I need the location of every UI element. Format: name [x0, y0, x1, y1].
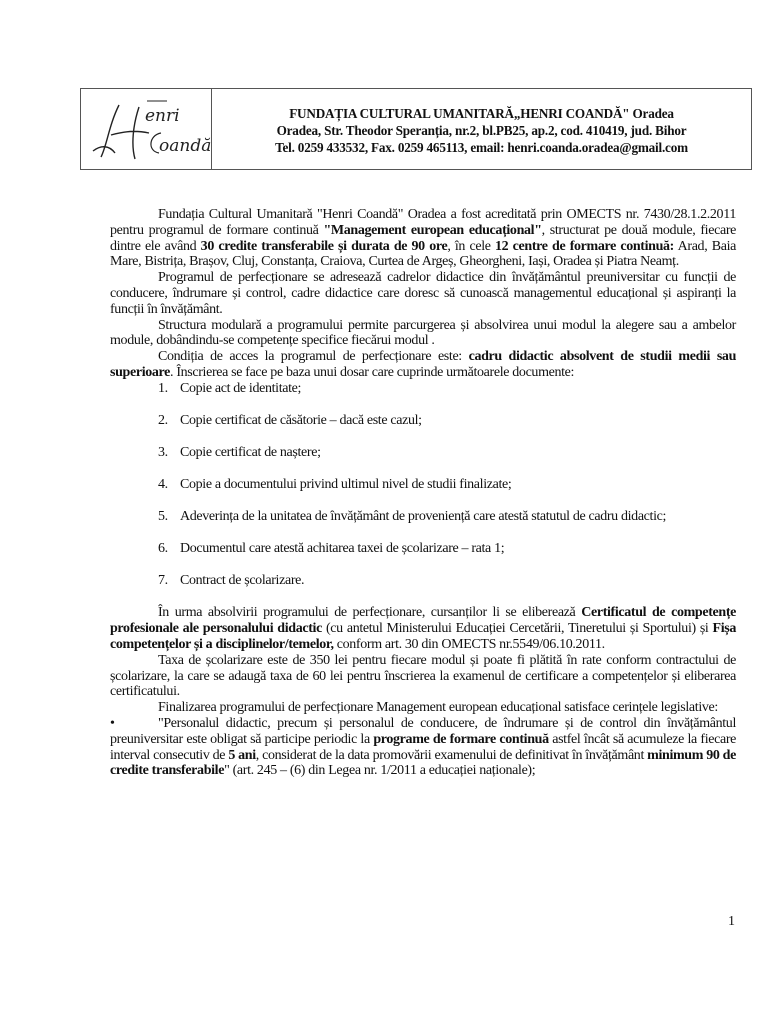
text: , considerat de la data promovării examenului de definitivat în învățământ: [255, 747, 648, 763]
text: . Înscrierea se face pe baza unui dosar care cuprinde următoarele documente:: [170, 364, 575, 380]
list-item: [158, 381, 736, 397]
item-number: 3.: [158, 444, 168, 460]
text: Fundația Cultural Umanitară "Henri Coandă" Oradea a fost acreditată prin OMECTS nr. 7430/28.1.2.2011 pentru programul de formare continuă: [110, 207, 736, 238]
text: Condiția de acces la programul de perfecționare este:: [158, 349, 469, 365]
svg-text:oandă: oandă: [159, 136, 212, 156]
item-text: Documentul care atestă achitarea taxei de școlarizare – rata 1;: [180, 541, 505, 557]
paragraph-certificate: [110, 605, 736, 652]
text: Arad, Baia Mare, Bistrița, Brașov, Cluj, Constanța, Craiova, Curtea de Argeș, Gheorgheni, Iași, Oradea și Piatra Neamț.: [110, 238, 736, 270]
paragraph-fee: Taxa de școlarizare este de 350 lei pentru fiecare modul și poate fi plătită în rate conform contractului de școlarizare, la care se adaugă taxa de 60 lei pentru înscrierea la examenul de certificare a competențelor și eliberarea certificatului.: [110, 652, 736, 700]
program-name: "Management european educațional": [323, 222, 542, 238]
item-number: 6.: [158, 541, 168, 557]
item-text: Contract de școlarizare.: [180, 573, 305, 589]
item-text: Copie act de identitate;: [180, 380, 302, 396]
centers: 12 centre de formare continuă:: [494, 238, 674, 254]
paragraph-structure: Structura modulară a programului permite parcurgerea și absolvirea unui modul la alegere sau a ambelor module, dobândindu-se competențe specifice fiecărui modul .: [110, 317, 736, 349]
paragraph-audience: Programul de perfecționare se adresează cadrelor didactice din învățământul preuniversitar cu funcții de conducere, îndrumare și control, cadre didactice care doresc să cunoască managementul educațional și aspiranți la funcții în învățământ.: [110, 270, 736, 317]
item-number: 1.: [158, 380, 168, 396]
foundation-name: FUNDAȚIA CULTURAL UMANITARĂ„HENRI COANDĂ" Oradea: [289, 106, 674, 121]
text: astfel încât să acumuleze la fiecare interval consecutiv de: [110, 731, 737, 763]
item-number: 7.: [158, 573, 168, 589]
henri-coanda-logo: [81, 89, 212, 169]
text: În urma absolvirii programului de perfecționare, cursanților li se eliberează: [158, 605, 582, 621]
text: minimum 90 de credite transferabile: [110, 747, 736, 779]
access-condition: cadru didactic absolvent de studii medii sau superioare: [110, 349, 736, 380]
list-item: [158, 413, 736, 429]
item-text: Adeverința de la unitatea de învățământ de proveniență care atestă statutul de cadru didactic;: [180, 509, 667, 525]
foundation-address: Oradea, Str. Theodor Speranția, nr.2, bl.PB25, ap.2, cod. 410419, jud. Bihor: [276, 123, 687, 138]
document-body: [110, 207, 736, 779]
svg-text:enri: enri: [145, 106, 180, 126]
list-item: [158, 509, 736, 525]
text: "Personalul didactic, precum și personalul de conducere, de îndrumare și de control din învățământul preuniversitar este obligat să participe periodic la: [110, 716, 736, 747]
paragraph-legislation: Finalizarea programului de perfecționare Management european educațional satisface cerințele legislative:: [158, 700, 718, 716]
item-text: Copie a documentului privind ultimul nivel de studii finalizate;: [180, 477, 512, 493]
text: , structurat pe două module, fiecare dintre ele având: [110, 222, 736, 254]
bullet-icon: •: [110, 716, 115, 731]
text: conform art. 30 din OMECTS nr.5549/06.10.2011.: [333, 637, 605, 653]
item-number: 4.: [158, 477, 168, 493]
text: " (art. 245 – (6) din Legea nr. 1/2011 a educației naționale);: [224, 763, 536, 779]
bullet-quote: [110, 716, 736, 779]
list-item: [158, 573, 736, 589]
paragraph-accreditation: [110, 207, 736, 270]
foundation-contact: Tel. 0259 433532, Fax. 0259 465113, email: henri.coanda.oradea@gmail.com: [275, 140, 688, 155]
documents-list: [110, 381, 736, 589]
competence-sheet: Fișa competențelor și a disciplinelor/temelor,: [110, 621, 737, 653]
text: 5 ani: [228, 747, 256, 763]
credits: 30 credite transferabile și durata de 90 ore: [200, 238, 448, 254]
certificate-name: Certificatul de competențe profesionale ale personalului didactic: [110, 605, 736, 637]
page-number: 1: [728, 914, 735, 929]
text: programe de formare continuă: [373, 731, 549, 747]
text: (cu antetul Ministerului Educației Cercetării, Tineretului și Sportului) și: [321, 621, 713, 637]
item-text: Copie certificat de căsătorie – dacă este cazul;: [180, 412, 422, 428]
list-item: [158, 445, 736, 461]
list-item: [158, 541, 736, 557]
item-number: 5.: [158, 509, 168, 525]
letterhead: [80, 88, 752, 170]
list-item: [158, 477, 736, 493]
item-number: 2.: [158, 412, 168, 428]
item-text: Copie certificat de naștere;: [180, 444, 321, 460]
text: , în cele: [447, 238, 495, 254]
paragraph-access: [110, 349, 736, 381]
